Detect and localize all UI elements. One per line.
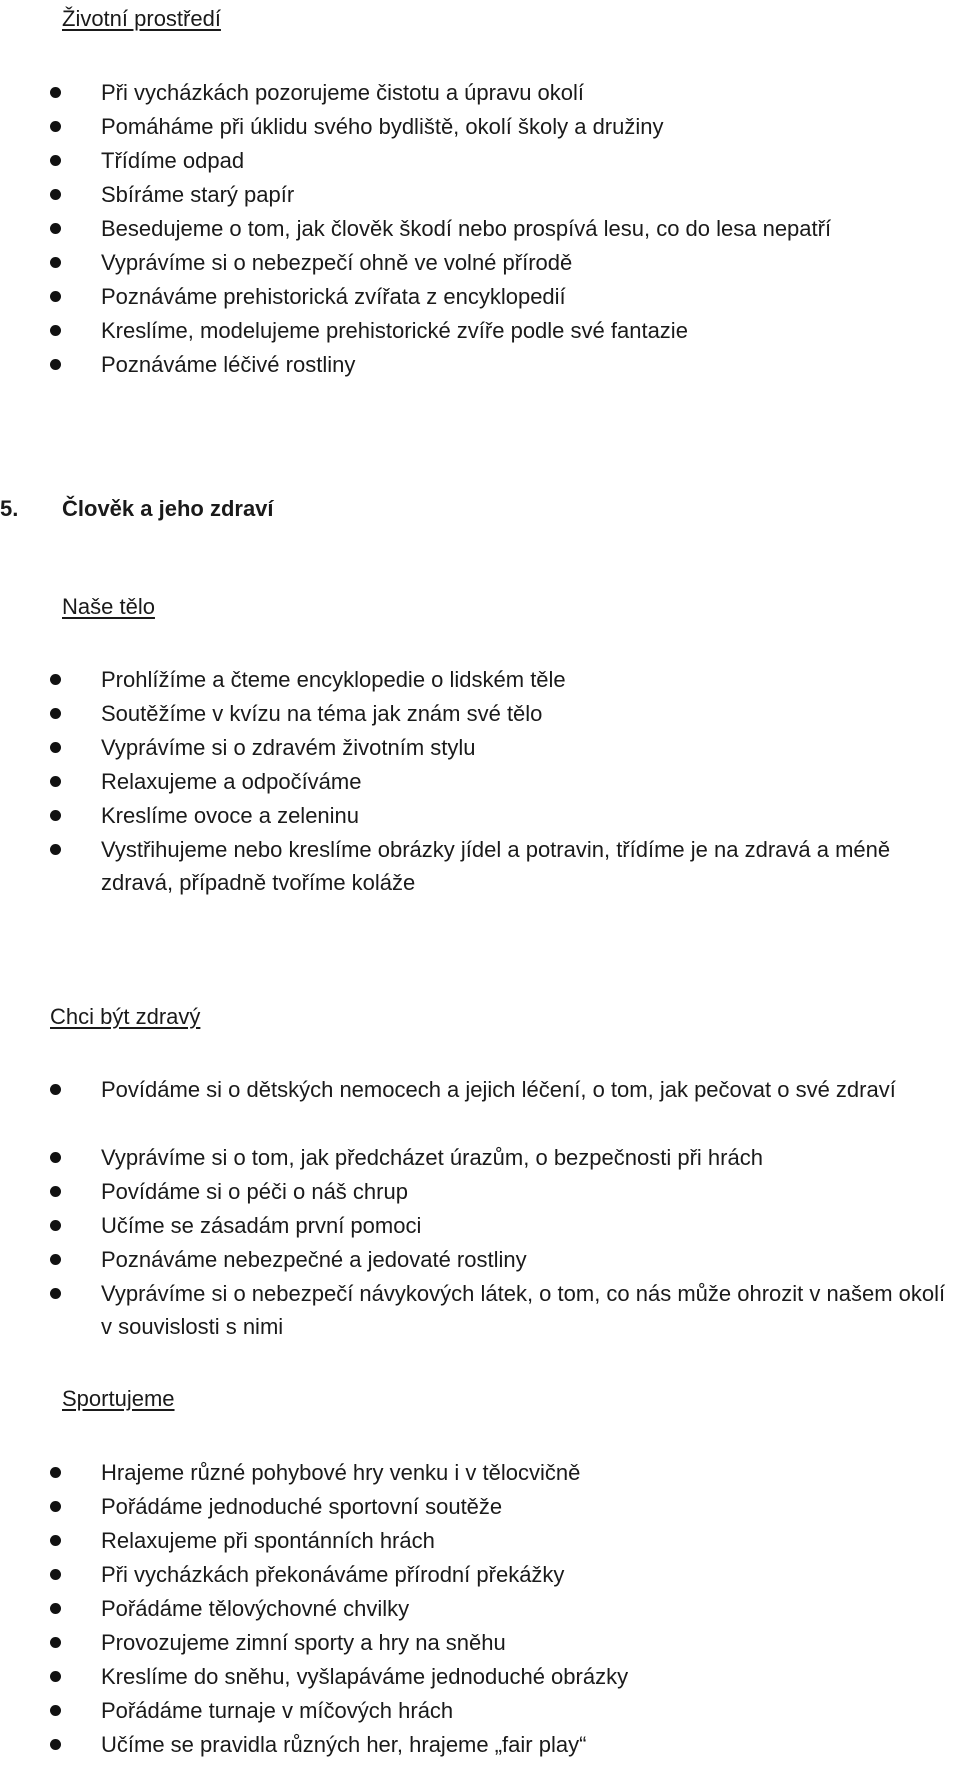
bullet-icon xyxy=(50,223,61,234)
list-item: Třídíme odpad xyxy=(50,144,955,177)
bullet-icon xyxy=(50,87,61,98)
list-item: Sbíráme starý papír xyxy=(50,178,955,211)
list-item: Prohlížíme a čteme encyklopedie o lidském těle xyxy=(50,663,955,696)
bullet-icon xyxy=(50,1254,61,1265)
bullet-icon xyxy=(50,257,61,268)
list-item: Poznáváme nebezpečné a jedovaté rostliny xyxy=(50,1243,955,1276)
list-item: Učíme se zásadám první pomoci xyxy=(50,1209,955,1242)
bullet-icon xyxy=(50,291,61,302)
list-item: Vyprávíme si o tom, jak předcházet úrazům, o bezpečnosti při hrách xyxy=(50,1141,955,1174)
list-item: Kreslíme ovoce a zeleninu xyxy=(50,799,955,832)
bullet-icon xyxy=(50,1186,61,1197)
bullet-icon xyxy=(50,1084,61,1095)
list-item: Kreslíme, modelujeme prehistorické zvíře podle své fantazie xyxy=(50,314,955,347)
list-item: Povídáme si o péči o náš chrup xyxy=(50,1175,955,1208)
bullet-icon xyxy=(50,1671,61,1682)
list-item: Provozujeme zimní sporty a hry na sněhu xyxy=(50,1626,955,1659)
bullet-icon xyxy=(50,742,61,753)
bullet-icon xyxy=(50,1705,61,1716)
bullet-icon xyxy=(50,325,61,336)
bullet-icon xyxy=(50,189,61,200)
list-item: Vystřihujeme nebo kreslíme obrázky jídel a potravin, třídíme je na zdravá a méně zdravá, případně tvoříme koláže xyxy=(50,833,955,899)
chapter-number: 5. xyxy=(0,496,19,521)
list-item: Při vycházkách překonáváme přírodní překážky xyxy=(50,1558,955,1591)
list-item: Vyprávíme si o nebezpečí návykových látek, o tom, co nás může ohrozit v našem okolí v souvislosti s nimi xyxy=(50,1277,955,1343)
list-item: Besedujeme o tom, jak člověk škodí nebo prospívá lesu, co do lesa nepatří xyxy=(50,212,955,245)
bullet-icon xyxy=(50,1467,61,1478)
section-title-chci-byt-zdravy: Chci být zdravý xyxy=(50,1004,201,1029)
bullet-icon xyxy=(50,1220,61,1231)
bullet-icon xyxy=(50,674,61,685)
list-item: Poznáváme léčivé rostliny xyxy=(50,348,955,381)
list-item: Učíme se pravidla různých her, hrajeme „fair play“ xyxy=(50,1728,955,1761)
list-item: Relaxujeme při spontánních hrách xyxy=(50,1524,955,1557)
section-title-nase-telo: Naše tělo xyxy=(62,594,155,619)
list-item: Soutěžíme v kvízu na téma jak znám své tělo xyxy=(50,697,955,730)
bullet-icon xyxy=(50,1569,61,1580)
section-title-sportujeme: Sportujeme xyxy=(62,1386,175,1411)
list-item: Pomáháme při úklidu svého bydliště, okolí školy a družiny xyxy=(50,110,955,143)
list-item: Pořádáme tělovýchovné chvilky xyxy=(50,1592,955,1625)
bullet-icon xyxy=(50,1288,61,1299)
list-item: Hrajeme různé pohybové hry venku i v tělocvičně xyxy=(50,1456,955,1489)
list-item: Poznáváme prehistorická zvířata z encyklopedií xyxy=(50,280,955,313)
list-item: Povídáme si o dětských nemocech a jejich léčení, o tom, jak pečovat o své zdraví xyxy=(50,1073,955,1106)
bullet-icon xyxy=(50,1637,61,1648)
list-item: Pořádáme jednoduché sportovní soutěže xyxy=(50,1490,955,1523)
chapter-title: Člověk a jeho zdraví xyxy=(62,496,274,521)
bullet-icon xyxy=(50,121,61,132)
bullet-icon xyxy=(50,1739,61,1750)
bullet-icon xyxy=(50,810,61,821)
bullet-icon xyxy=(50,1535,61,1546)
section-title-zivotni-prostredi: Životní prostředí xyxy=(62,6,221,31)
bullet-icon xyxy=(50,776,61,787)
bullet-icon xyxy=(50,1603,61,1614)
bullet-icon xyxy=(50,1501,61,1512)
bullet-icon xyxy=(50,155,61,166)
list-item: Při vycházkách pozorujeme čistotu a úpravu okolí xyxy=(50,76,955,109)
bullet-icon xyxy=(50,844,61,855)
list-item: Kreslíme do sněhu, vyšlapáváme jednoduché obrázky xyxy=(50,1660,955,1693)
list-item: Pořádáme turnaje v míčových hrách xyxy=(50,1694,955,1727)
list-item: Vyprávíme si o zdravém životním stylu xyxy=(50,731,955,764)
list-item: Relaxujeme a odpočíváme xyxy=(50,765,955,798)
bullet-icon xyxy=(50,359,61,370)
bullet-icon xyxy=(50,708,61,719)
bullet-icon xyxy=(50,1152,61,1163)
list-item: Vyprávíme si o nebezpečí ohně ve volné přírodě xyxy=(50,246,955,279)
